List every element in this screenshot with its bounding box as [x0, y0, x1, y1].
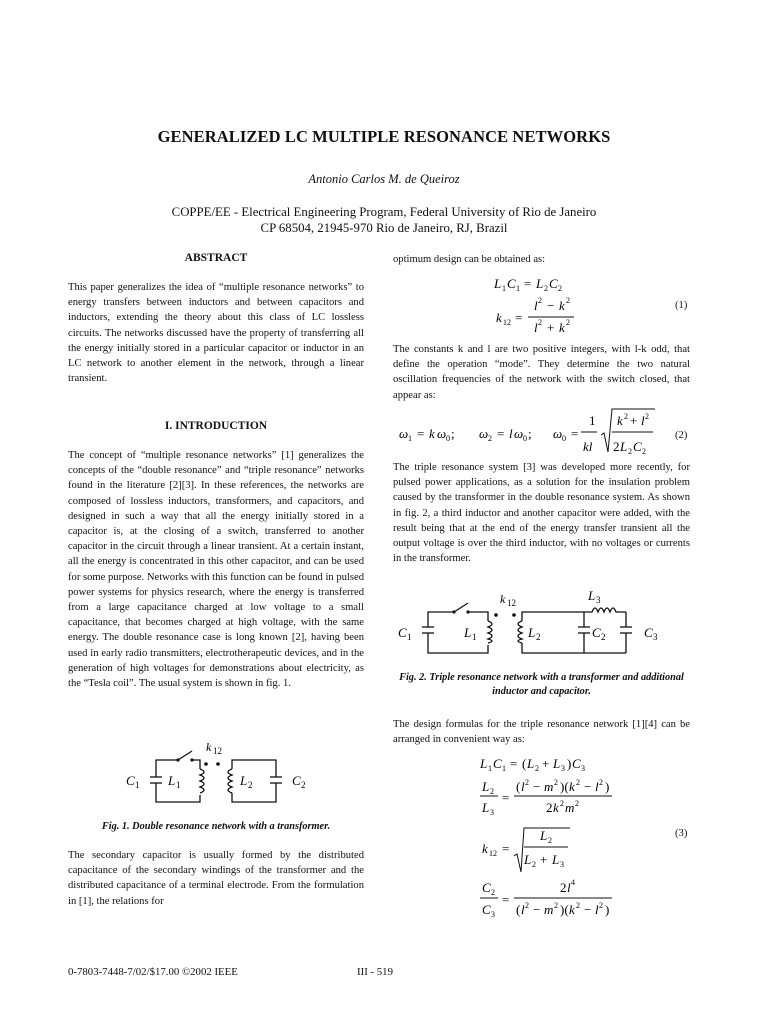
svg-text:l: l [641, 413, 645, 428]
svg-text:k: k [559, 320, 565, 335]
svg-text:l: l [595, 779, 599, 794]
svg-text:3: 3 [490, 808, 494, 817]
svg-text:m: m [544, 779, 554, 794]
svg-text:2: 2 [544, 284, 548, 293]
svg-text:2: 2 [576, 901, 580, 910]
svg-text:kl: kl [583, 439, 593, 454]
svg-text:2: 2 [566, 318, 570, 327]
svg-text:1: 1 [516, 284, 520, 293]
equation-3-number: (3) [675, 828, 688, 839]
svg-text:(: ( [516, 902, 521, 917]
svg-text:1: 1 [502, 764, 506, 773]
equation-2 [395, 405, 675, 457]
svg-text:2: 2 [536, 632, 541, 642]
equation-1-number: (1) [675, 300, 688, 311]
footer-page-number: III - 519 [357, 966, 393, 978]
svg-text:3: 3 [581, 764, 585, 773]
svg-text:L: L [553, 756, 561, 771]
equation-2-number: (2) [675, 430, 688, 441]
svg-text:l: l [534, 320, 538, 335]
svg-text:1: 1 [407, 632, 412, 642]
svg-text:k: k [569, 902, 575, 917]
svg-text:): ) [605, 902, 610, 917]
svg-text:2: 2 [538, 318, 542, 327]
svg-text:L: L [540, 828, 548, 843]
constants-paragraph [393, 342, 690, 403]
svg-text:k: k [553, 800, 559, 815]
svg-text:1: 1 [176, 780, 181, 790]
svg-text:12: 12 [489, 849, 497, 858]
affiliation-line-2: CP 68504, 21945-970 Rio de Janeiro, RJ, Brazil [260, 221, 508, 235]
svg-text:2: 2 [248, 780, 253, 790]
svg-text:;: ; [528, 426, 532, 441]
svg-text:2: 2 [532, 860, 536, 869]
svg-text:=: = [502, 790, 510, 805]
svg-text:l: l [567, 880, 571, 895]
svg-text:(: ( [522, 756, 527, 771]
svg-text:m: m [565, 800, 575, 815]
svg-text:l: l [509, 426, 513, 441]
introduction-paragraph-2: The secondary capacitor is usually formed by the distributed capacitance of the secondary windings of the transformer and the distributed capacitance of a terminal electrode. From the formulation in [1], the relations for [68, 850, 364, 907]
abstract-paragraph: This paper generalizes the idea of “multiple resonance networks” to energy transfers between inductors and between capacitors and inductors, extending the theory about this class of LC lossless circuits. The networks discussed have the property of transferring all the energy initially stored in a particular capacitor or inductor in an LC network to another element in the network, through a linear transient. [68, 282, 364, 385]
svg-text:12: 12 [503, 318, 511, 327]
triple-resonance-text: The triple resonance system [3] was developed more recently, for pulsed power applications, as a solution for the insulation problem caused by the transformer in the double resonance system. As shown in fig. 2, a third inductor and another capacitor were added, with the result being that at the end of the energy transfer transient all the output voltage is over the third inductor, with no voltages or currents in the transformer. [393, 462, 690, 565]
right-lead-in [393, 252, 690, 267]
svg-text:3: 3 [596, 595, 601, 605]
svg-text:=: = [502, 841, 510, 856]
svg-text:=: = [497, 426, 505, 441]
svg-text:C: C [126, 773, 135, 788]
svg-text:;: ; [451, 426, 455, 441]
svg-text:L: L [168, 773, 176, 788]
svg-text:C: C [644, 625, 653, 640]
svg-text:L: L [536, 276, 544, 291]
svg-text:): ) [567, 756, 572, 771]
svg-text:−: − [533, 779, 541, 794]
svg-text:l: l [521, 902, 525, 917]
svg-text:2: 2 [538, 296, 542, 305]
equation-3 [470, 748, 640, 920]
svg-text:k: k [482, 841, 488, 856]
svg-text:C: C [482, 902, 491, 917]
svg-text:l: l [534, 298, 538, 313]
svg-text:(: ( [516, 779, 521, 794]
svg-text:ω: ω [399, 426, 409, 441]
svg-text:2: 2 [554, 778, 558, 787]
svg-text:2: 2 [566, 296, 570, 305]
svg-text:2: 2 [645, 412, 649, 421]
abstract-text [68, 280, 364, 386]
svg-text:3: 3 [561, 764, 565, 773]
triple-resonance-paragraph [393, 460, 690, 566]
introduction-paragraph-1: The concept of “multiple resonance networks” [1] generalizes the concepts of the “double resonance” and “triple resonance” networks found in the literature [2][3]. In these references, the networks are composed of lossless inductors, transformers, and capacitors, and designed in such a way that all the energy initially stored in a capacitor is, at the closing of a switch, transferred to another capacitor in the circuit through a linear transient. At a certain instant, all the energy is concentrated in this other capacitor, and can be used for some purpose. Networks with this function can be found in pulsed power systems for physics research, where the energy is transferred from a large capacitance charged at low voltage to a small capacitance, that becomes charged at high voltage, with the same energy. The double resonance case is long known [2], having been used in early radio transmitters, electrotherapeutic devices, and in the generation of high voltages for demonstrations about electricity, as the “Tesla coil”. The usual system is shown in fig. 1. [68, 450, 364, 690]
svg-text:1: 1 [488, 764, 492, 773]
svg-text:1: 1 [408, 434, 412, 443]
introduction-text [68, 448, 364, 691]
svg-text:−: − [584, 779, 592, 794]
svg-text:+: + [540, 852, 548, 867]
svg-text:2: 2 [599, 778, 603, 787]
svg-text:2: 2 [301, 780, 306, 790]
svg-text:L: L [588, 588, 596, 603]
svg-text:2: 2 [491, 888, 495, 897]
svg-text:2: 2 [601, 632, 606, 642]
svg-text:C: C [592, 625, 601, 640]
svg-text:C: C [507, 276, 516, 291]
lead-in-text: optimum design can be obtained as: [393, 254, 546, 265]
svg-text:L: L [552, 852, 560, 867]
svg-text:12: 12 [213, 746, 222, 756]
figure-2-circuit [392, 585, 692, 665]
svg-text:1: 1 [472, 632, 477, 642]
svg-text:l: l [521, 779, 525, 794]
svg-text:C: C [493, 756, 502, 771]
svg-text:k: k [500, 592, 506, 606]
affiliation [0, 204, 768, 236]
figure-1-circuit [120, 735, 320, 815]
svg-text:ω: ω [437, 426, 447, 441]
svg-text:=: = [417, 426, 425, 441]
svg-text:0: 0 [523, 434, 527, 443]
svg-text:=: = [502, 892, 510, 907]
svg-text:C: C [549, 276, 558, 291]
svg-text:2: 2 [525, 901, 529, 910]
svg-text:)(: )( [560, 779, 569, 794]
svg-text:3: 3 [560, 860, 564, 869]
svg-text:L: L [240, 773, 248, 788]
svg-text:k: k [496, 310, 502, 325]
svg-text:k: k [559, 298, 565, 313]
svg-text:3: 3 [653, 632, 658, 642]
figure-2-caption: Fig. 2. Triple resonance network with a transformer and additional inductor and capacitor. [399, 672, 684, 697]
svg-text:): ) [605, 779, 610, 794]
svg-text:2: 2 [560, 880, 567, 895]
svg-text:L: L [528, 625, 536, 640]
svg-text:L: L [524, 852, 532, 867]
design-formulas-paragraph [393, 717, 690, 747]
svg-text:=: = [571, 426, 579, 441]
svg-text:k: k [569, 779, 575, 794]
svg-text:L: L [482, 800, 490, 815]
svg-text:2: 2 [575, 799, 579, 808]
svg-text:0: 0 [446, 434, 450, 443]
paper-title: GENERALIZED LC MULTIPLE RESONANCE NETWORKS [157, 127, 611, 146]
svg-text:ω: ω [553, 426, 563, 441]
svg-text:C: C [398, 625, 407, 640]
figure-1-caption: Fig. 1. Double resonance network with a transformer. [101, 821, 331, 832]
svg-text:k: k [429, 426, 435, 441]
svg-text:L: L [480, 756, 488, 771]
svg-text:C: C [572, 756, 581, 771]
svg-text:3: 3 [491, 910, 495, 919]
svg-text:l: l [595, 902, 599, 917]
svg-text:+: + [542, 756, 550, 771]
svg-text:L: L [482, 779, 490, 794]
svg-text:1: 1 [502, 284, 506, 293]
svg-text:2: 2 [525, 778, 529, 787]
svg-text:−: − [533, 902, 541, 917]
svg-text:L: L [620, 439, 628, 454]
svg-text:k: k [617, 413, 623, 428]
svg-text:C: C [482, 880, 491, 895]
design-formulas-text: The design formulas for the triple resonance network [1][4] can be arranged in convenient way as: [393, 719, 690, 746]
svg-text:C: C [633, 439, 642, 454]
svg-text:4: 4 [571, 878, 575, 887]
svg-text:2: 2 [488, 434, 492, 443]
svg-text:+: + [630, 413, 638, 428]
svg-text:+: + [547, 320, 555, 335]
svg-text:−: − [547, 298, 555, 313]
svg-text:=: = [524, 276, 532, 291]
author-name: Antonio Carlos M. de Queiroz [308, 172, 460, 186]
svg-text:1: 1 [135, 780, 140, 790]
svg-text:−: − [584, 902, 592, 917]
abstract-heading: ABSTRACT [184, 252, 248, 264]
svg-text:2: 2 [624, 412, 628, 421]
svg-text:2: 2 [535, 764, 539, 773]
svg-text:2: 2 [548, 836, 552, 845]
svg-text:2: 2 [613, 439, 620, 454]
svg-text:2: 2 [642, 447, 646, 456]
svg-text:L: L [527, 756, 535, 771]
svg-text:2: 2 [560, 799, 564, 808]
svg-text:2: 2 [490, 787, 494, 796]
footer-copyright: 0-7803-7448-7/02/$17.00 ©2002 IEEE [68, 966, 238, 978]
affiliation-line-1: COPPE/EE - Electrical Engineering Program, Federal University of Rio de Janeiro [171, 205, 597, 219]
svg-text:1: 1 [589, 413, 596, 428]
svg-text:2: 2 [576, 778, 580, 787]
svg-text:C: C [292, 773, 301, 788]
svg-text:L: L [494, 276, 502, 291]
equation-1 [470, 270, 610, 338]
svg-text:L: L [464, 625, 472, 640]
svg-text:ω: ω [479, 426, 489, 441]
svg-text:m: m [544, 902, 554, 917]
svg-text:2: 2 [628, 447, 632, 456]
svg-text:=: = [515, 310, 523, 325]
svg-text:12: 12 [507, 598, 516, 608]
svg-text:0: 0 [562, 434, 566, 443]
svg-text:=: = [510, 756, 518, 771]
svg-text:2: 2 [558, 284, 562, 293]
svg-text:2: 2 [546, 800, 553, 815]
introduction-heading: I. INTRODUCTION [164, 420, 268, 432]
svg-text:ω: ω [514, 426, 524, 441]
svg-text:2: 2 [599, 901, 603, 910]
constants-text: The constants k and l are two positive integers, with l-k odd, that define the operation “mode”. They determine the two natural oscillation frequencies of the network with the switch closed, that appear as: [393, 344, 690, 401]
svg-text:)(: )( [560, 902, 569, 917]
introduction-text-continued [68, 848, 364, 909]
svg-text:2: 2 [554, 901, 558, 910]
svg-text:k: k [206, 740, 212, 754]
